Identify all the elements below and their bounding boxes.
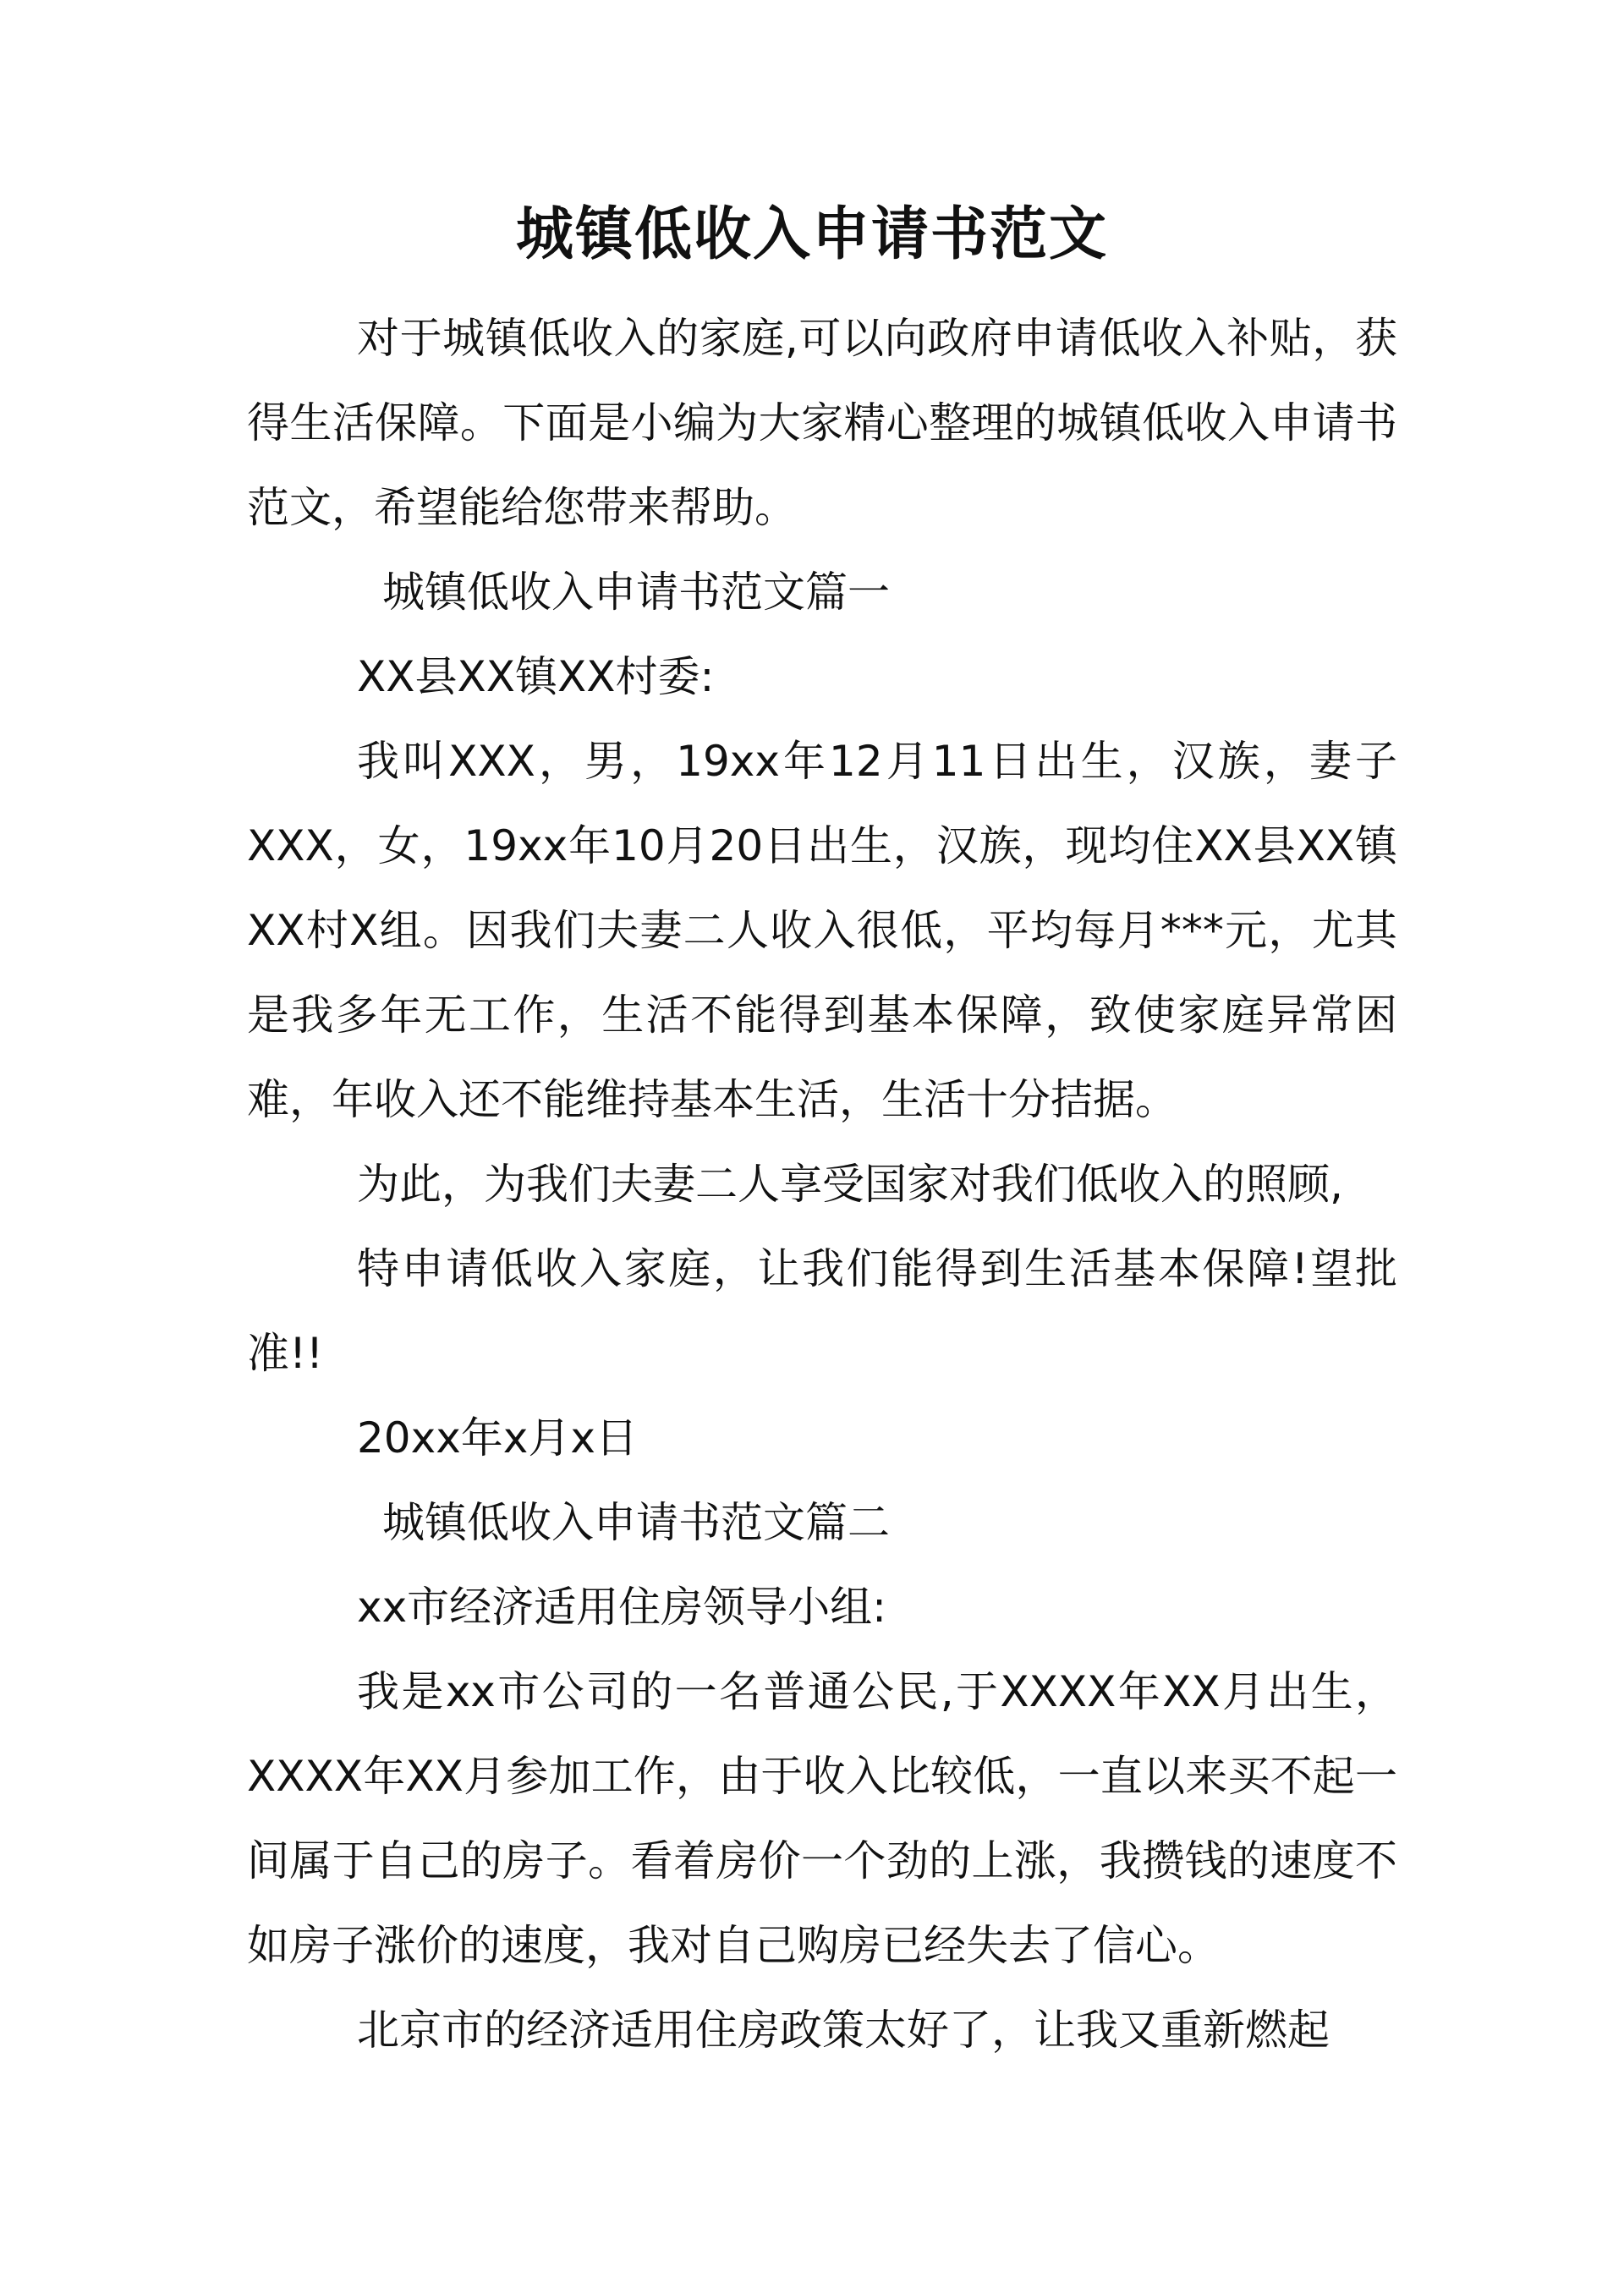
section-heading-2: 城镇低收入申请书范文篇二 — [382, 1498, 890, 1547]
section-heading-1: 城镇低收入申请书范文篇一 — [382, 568, 890, 617]
intro-paragraph: 对于城镇低收入的家庭,可以向政府申请低收入补贴，获得生活保障。下面是小编为大家精心整理的城镇低收入申请书范文，希望能给您带来帮助。 — [247, 314, 1397, 532]
salutation-2: xx市经济适用住房领导小组: — [357, 1583, 887, 1632]
body-paragraph-3: 特申请低收入家庭，让我们能得到生活基本保障!望批准!! — [247, 1244, 1397, 1378]
body-paragraph-2: 为此，为我们夫妻二人享受国家对我们低收入的照顾, — [357, 1160, 1343, 1209]
body-paragraph-4: 我是xx市公司的一名普通公民,于XXXX年XX月出生，XXXX年XX月参加工作，由于收入比较低，一直以来买不起一间属于自己的房子。看着房价一个劲的上涨，我攒钱的速度不如房子涨价的速度，我对自己购房已经失去了信心。 — [247, 1667, 1397, 1970]
body-paragraph-5: 北京市的经济适用住房政策太好了，让我又重新燃起 — [357, 2006, 1330, 2055]
salutation-1: XX县XX镇XX村委: — [357, 652, 715, 701]
document-title: 城镇低收入申请书范文 — [515, 200, 1108, 268]
date-line: 20xx年x月x日 — [357, 1413, 638, 1463]
document-body — [247, 296, 1397, 2072]
body-paragraph-1: 我叫XXX，男，19xx年12月11日出生，汉族，妻子XXX，女，19xx年10月20日出生，汉族，现均住XX县XX镇XX村X组。因我们夫妻二人收入很低，平均每月***元，尤其是我多年无工作，生活不能得到基本保障，致使家庭异常困难，年收入还不能维持基本生活，生活十分拮据。 — [247, 737, 1397, 1124]
